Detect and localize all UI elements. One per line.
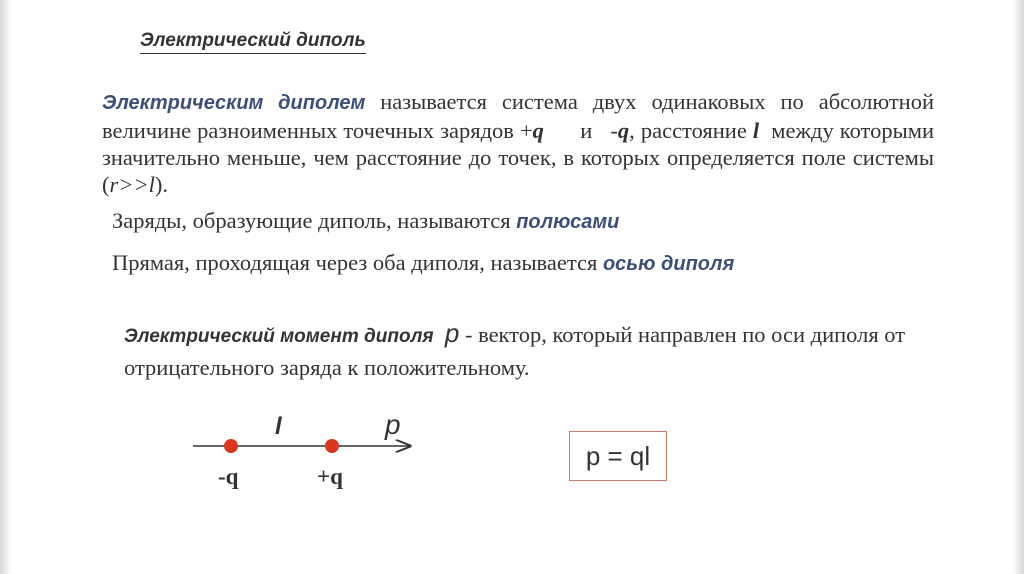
axis-line xyxy=(112,250,734,276)
formula-box xyxy=(569,431,667,481)
positive-charge-dot xyxy=(325,439,339,453)
moment-term: Электрический момент диполя xyxy=(124,326,434,347)
definition-text-e: ). xyxy=(154,172,168,197)
condition-r-l: r>>l xyxy=(109,172,155,197)
moment-text: - вектор, который направлен по оси диполя от отрицательного заряда к положительному. xyxy=(124,322,906,380)
poles-text: Заряды, образующие диполь, называются xyxy=(112,208,517,233)
moment-symbol: p xyxy=(444,318,460,348)
poles-line xyxy=(112,208,619,234)
slide-title: Электрический диполь xyxy=(140,30,366,54)
diagram-pos-label: +q xyxy=(317,464,343,489)
charge-q-negative: q xyxy=(617,118,630,143)
dipole-diagram xyxy=(185,400,425,500)
definition-text-d: между которыми значительно меньше, чем расстояние до точек, в которых определяется поле системы ( xyxy=(102,118,940,197)
definition-paragraph xyxy=(102,88,940,198)
definition-text-a: называется система двух одинаковых по абсолютной величине разноименных точечных зарядов + xyxy=(102,89,935,143)
axis-text: Прямая, проходящая через оба диполя, называется xyxy=(112,250,603,275)
charge-q-positive: q xyxy=(532,118,544,143)
slide-right-shadow xyxy=(1012,0,1024,574)
definition-term: Электрическим диполем xyxy=(102,92,366,114)
diagram-p-label: p xyxy=(385,409,401,440)
negative-charge-dot xyxy=(224,439,238,453)
moment-paragraph xyxy=(124,318,924,383)
definition-text-c: , расстояние xyxy=(629,118,753,143)
axis-term: осью диполя xyxy=(602,253,735,275)
definition-text-b: и - xyxy=(543,118,618,143)
diagram-l-label: l xyxy=(275,413,282,440)
slide-left-shadow xyxy=(0,0,12,574)
poles-term: полюсами xyxy=(516,211,620,233)
distance-l: l xyxy=(752,118,760,143)
diagram-neg-label: -q xyxy=(218,464,239,489)
formula-text: p = ql xyxy=(585,440,651,471)
